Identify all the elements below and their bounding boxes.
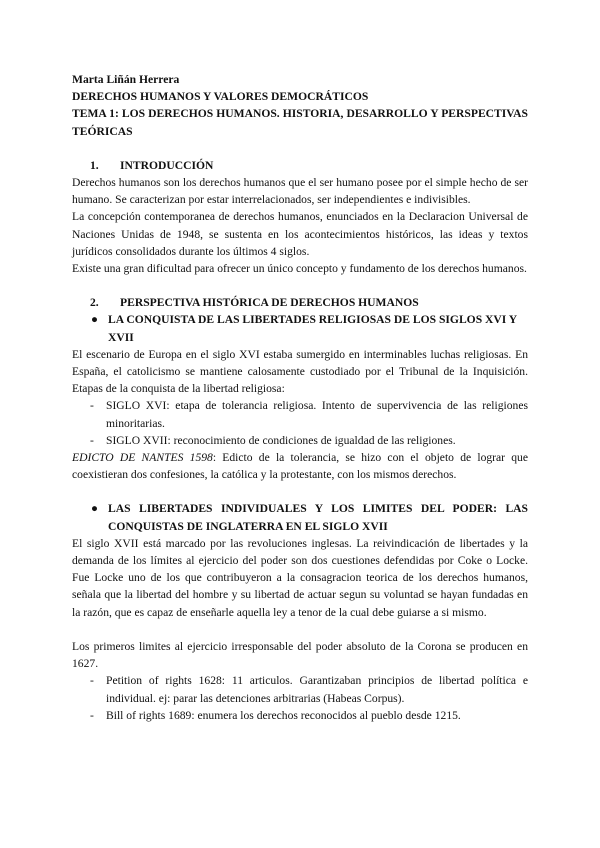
dash-icon: - xyxy=(90,674,94,688)
paragraph: El escenario de Europa en el siglo XVI estaba sumergido en interminables luchas religiosas. En España, el catolicismo se mantiene calosamente custodiado por el Tribunal de la Inquisición. Etapas de la conquista de la libertad religiosa: xyxy=(72,347,528,396)
dash-icon: - xyxy=(90,399,94,413)
list-item-text: Bill of rights 1689: enumera los derechos reconocidos al pueblo desde 1215. xyxy=(106,708,461,722)
list-item-text: SIGLO XVI: etapa de tolerancia religiosa. Intento de supervivencia de las religiones minoritarias. xyxy=(106,399,528,430)
list-item-text: SIGLO XVII: reconocimiento de condiciones de igualdad de las religiones. xyxy=(106,433,456,447)
section-title: INTRODUCCIÓN xyxy=(120,158,214,172)
paragraph: La concepción contemporanea de derechos humanos, enunciados en la Declaracion Universal de Naciones Unidas de 1948, se sustenta en los acontecimientos históricos, las ideas y textos jurídicos consolidados durante los últimos 4 siglos. xyxy=(72,210,528,258)
section-number: 1. xyxy=(90,158,99,172)
subsection-title: LAS LIBERTADES INDIVIDUALES Y LOS LIMITES DEL PODER: LAS CONQUISTAS DE INGLATERRA EN EL SIGLO XVII xyxy=(108,502,528,533)
subsection-heading-libertades-religiosas xyxy=(72,311,528,345)
document-body xyxy=(72,71,528,724)
paragraph: El siglo XVII está marcado por las revoluciones inglesas. La reivindicación de libertades y la demanda de los límites al ejercicio del poder son dos cuestiones defendidas por Coke o Locke. Fue Locke uno de los que contribuyeron a la consagracion teorica de los derechos humanos, señala que la libertad del hombre y su libertad de actuar segun su voluntad se hayan fundadas en la razón, que es capaz de enseñarle aquella ley a tenor de la cual debe guiarse a si mismo. xyxy=(72,536,528,619)
paragraph: Los primeros limites al ejercicio irresponsable del poder absoluto de la Corona se producen en 1627. xyxy=(72,639,528,671)
dash-icon: - xyxy=(90,433,94,447)
paragraph: Derechos humanos son los derechos humanos que el ser humano posee por el simple hecho de ser humano. Se caracterizan por estar interrelacionados, ser independientes e indivisibles. xyxy=(72,176,528,207)
list-item xyxy=(72,432,528,449)
author-name: Marta Liñán Herrera xyxy=(72,73,180,86)
topic-title: TEMA 1: LOS DERECHOS HUMANOS. HISTORIA, DESARROLLO Y PERSPECTIVAS TEÓRICAS xyxy=(72,107,528,138)
list-item-text: Petition of rights 1628: 11 articulos. Garantizaban principios de libertad política e individual. ej: parar las detenciones arbitrarias (Habeas Corpus). xyxy=(106,674,528,705)
subject-title: DERECHOS HUMANOS Y VALORES DEMOCRÁTICOS xyxy=(72,90,369,104)
bullet-icon: ● xyxy=(90,313,98,327)
document-header xyxy=(72,71,528,140)
paragraph: Existe una gran dificultad para ofrecer un único concepto y fundamento de los derechos humanos. xyxy=(72,262,527,276)
documents-list xyxy=(72,672,528,724)
edict-label: EDICTO DE NANTES 1598 xyxy=(72,451,213,465)
stages-list xyxy=(72,397,528,449)
section-heading-introduccion xyxy=(72,157,528,174)
subsection-title: LA CONQUISTA DE LAS LIBERTADES RELIGIOSAS DE LOS SIGLOS XVI Y XVII xyxy=(108,313,517,344)
section-title: PERSPECTIVA HISTÓRICA DE DERECHOS HUMANOS xyxy=(120,296,419,310)
list-item xyxy=(72,672,528,706)
bullet-icon: ● xyxy=(90,502,98,516)
edict-paragraph xyxy=(72,449,528,483)
list-item xyxy=(72,397,528,431)
dash-icon: - xyxy=(90,708,94,722)
list-item xyxy=(72,707,528,724)
section-heading-perspectiva xyxy=(72,294,528,311)
edict-text: : Edicto de la tolerancia, se hizo con el objeto de lograr que coexistieran dos confesiones, la católica y la protestante, con los mismos derechos. xyxy=(72,451,529,482)
subsection-heading-libertades-individuales xyxy=(72,500,528,534)
section-number: 2. xyxy=(90,296,99,310)
